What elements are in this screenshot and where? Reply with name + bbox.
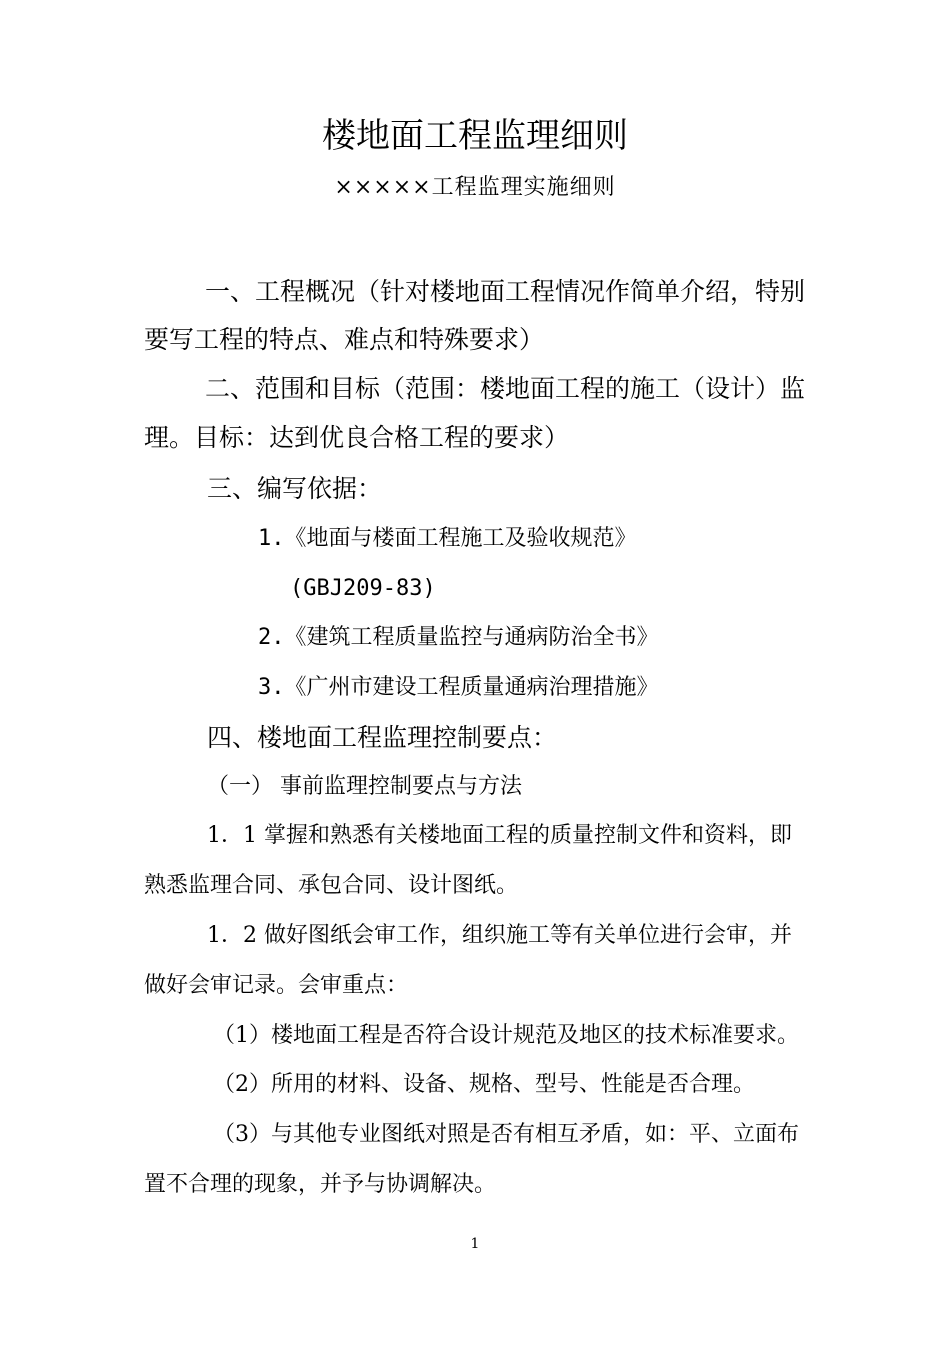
review-point-1: （1）楼地面工程是否符合设计规范及地区的技术标准要求。 — [213, 1023, 799, 1048]
section1-line2: 要写工程的特点、难点和特殊要求） — [144, 325, 545, 354]
section3-heading: 三、编写依据： — [207, 474, 383, 503]
reference-2-title: 《建筑工程质量监控与通病防治全书》 — [284, 625, 659, 650]
reference-3-number: 3. — [258, 675, 285, 700]
section4-heading: 四、楼地面工程监理控制要点： — [207, 723, 558, 752]
section2-line2: 理。目标：达到优良合格工程的要求） — [144, 423, 570, 452]
item-1-2-line2: 做好会审记录。会审重点： — [144, 973, 409, 998]
reference-1-number: 1. — [258, 526, 285, 551]
item-1-1-line2: 熟悉监理合同、承包合同、设计图纸。 — [144, 873, 519, 898]
review-point-3-line2: 置不合理的现象，并予与协调解决。 — [144, 1172, 497, 1197]
item-1-2-line1: 1．2 做好图纸会审工作，组织施工等有关单位进行会审，并 — [207, 923, 792, 948]
reference-1 — [258, 528, 637, 550]
reference-1-code: (GBJ209-83) — [290, 576, 436, 601]
section1-line1: 一、工程概况（针对楼地面工程情况作简单介绍，特别 — [205, 277, 806, 306]
reference-1-title: 《地面与楼面工程施工及验收规范》 — [284, 526, 637, 551]
reference-2-number: 2. — [258, 625, 285, 650]
subsection-1-heading: （一） 事前监理控制要点与方法 — [207, 774, 522, 799]
document-subtitle: ×××××工程监理实施细则 — [334, 175, 616, 200]
section2-line1: 二、范围和目标（范围：楼地面工程的施工（设计）监 — [205, 374, 806, 403]
page-number: 1 — [470, 1236, 480, 1252]
document-title: 楼地面工程监理细则 — [322, 116, 628, 156]
reference-3 — [258, 677, 659, 699]
reference-2 — [258, 627, 659, 649]
reference-3-title: 《广州市建设工程质量通病治理措施》 — [284, 675, 659, 700]
review-point-3-line1: （3）与其他专业图纸对照是否有相互矛盾，如：平、立面布 — [213, 1122, 799, 1147]
item-1-1-line1: 1．1 掌握和熟悉有关楼地面工程的质量控制文件和资料，即 — [207, 823, 792, 848]
review-point-2: （2）所用的材料、设备、规格、型号、性能是否合理。 — [213, 1072, 755, 1097]
